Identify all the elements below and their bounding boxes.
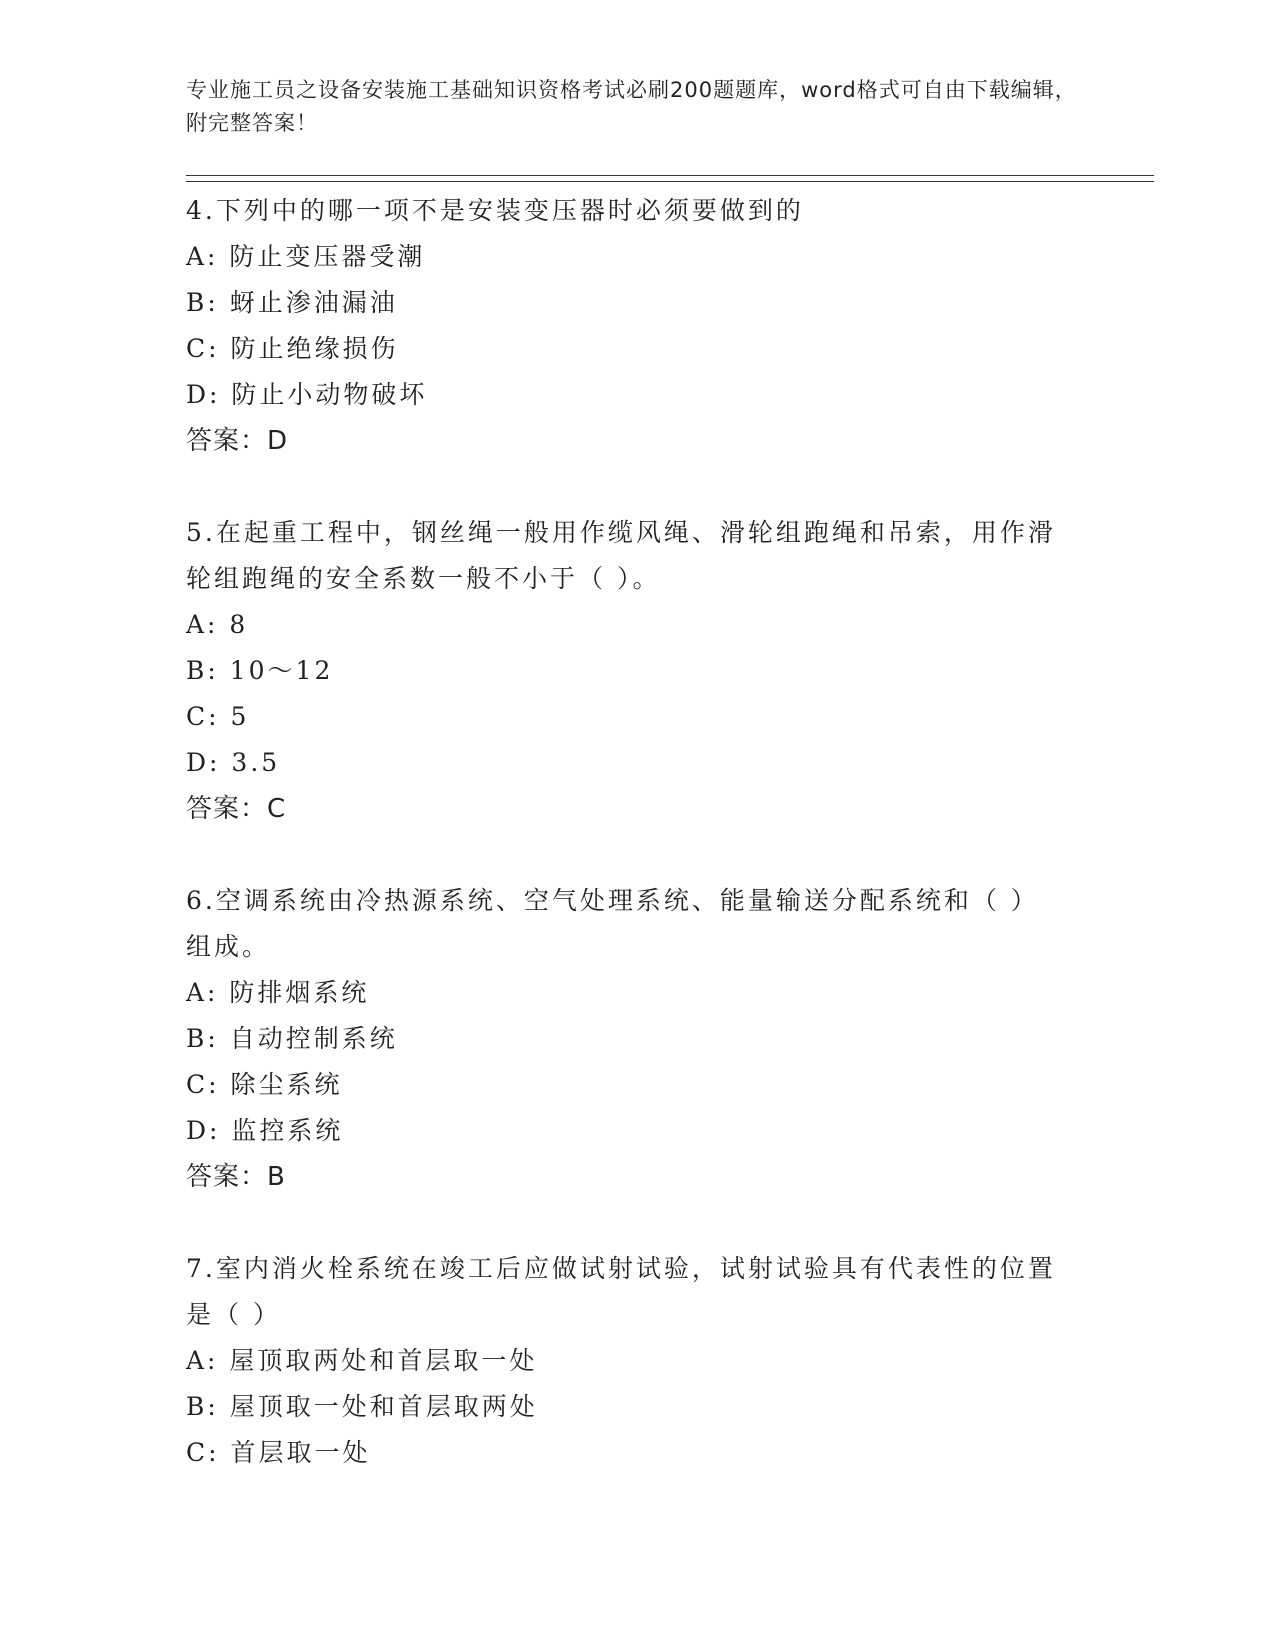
option-c: C: 首层取一处 (186, 1438, 371, 1467)
question-stem: 5.在起重工程中，钢丝绳一般用作缆风绳、滑轮组跑绳和吊索，用作滑轮组跑绳的安全系数一般不小于（ ）。 (186, 518, 1056, 593)
option-a: A: 防止变压器受潮 (186, 242, 426, 271)
option-d: D: 监控系统 (186, 1116, 344, 1145)
question-5 (186, 510, 1066, 832)
option-b: B: 屋顶取一处和首层取两处 (186, 1392, 538, 1421)
document-header: 专业施工员之设备安装施工基础知识资格考试必刷200题题库，word格式可自由下载编辑，附完整答案！ (186, 78, 1077, 135)
answer: 答案：C (186, 794, 287, 824)
option-b: B: 自动控制系统 (186, 1024, 398, 1053)
question-7 (186, 1246, 1066, 1476)
option-a: A: 屋顶取两处和首层取一处 (186, 1346, 538, 1375)
option-b: B: 蚜止渗油漏油 (186, 288, 398, 317)
option-a: A: 防排烟系统 (186, 978, 370, 1007)
header-divider-top (186, 175, 1154, 176)
option-c: C: 5 (186, 702, 250, 731)
question-spacer (186, 1200, 1066, 1246)
option-c: C: 防止绝缘损伤 (186, 334, 399, 363)
question-spacer (186, 832, 1066, 878)
question-4 (186, 188, 1066, 464)
question-spacer (186, 464, 1066, 510)
option-a: A: 8 (186, 610, 249, 639)
option-d: D: 3.5 (186, 748, 281, 777)
option-c: C: 除尘系统 (186, 1070, 343, 1099)
option-d: D: 防止小动物破坏 (186, 380, 428, 409)
question-stem: 7.室内消火栓系统在竣工后应做试射试验，试射试验具有代表性的位置是（ ） (186, 1254, 1056, 1329)
answer: 答案：B (186, 1162, 286, 1192)
answer: 答案：D (186, 426, 289, 456)
option-b: B: 10～12 (186, 656, 334, 685)
header-divider-bottom (186, 181, 1154, 182)
question-stem: 4.下列中的哪一项不是安装变压器时必须要做到的 (186, 196, 804, 225)
question-list (186, 188, 1066, 1476)
question-stem: 6.空调系统由冷热源系统、空气处理系统、能量输送分配系统和（ ）组成。 (186, 886, 1039, 961)
question-6 (186, 878, 1066, 1200)
